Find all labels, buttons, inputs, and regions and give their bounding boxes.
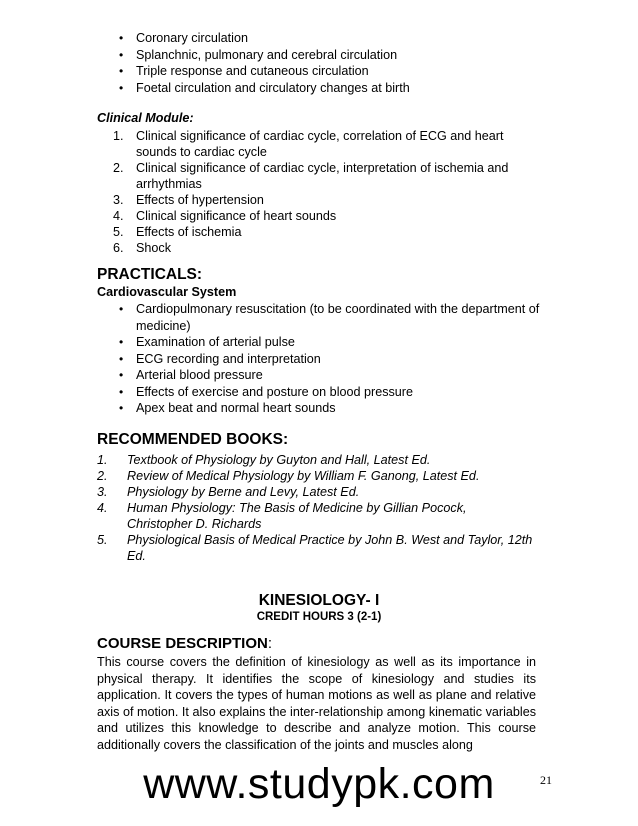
- list-item: • Triple response and cutaneous circulation: [119, 64, 369, 78]
- list-item: 3. Effects of hypertension: [113, 193, 264, 207]
- practicals-list: [0, 301, 581, 417]
- list-item: 4. Clinical significance of heart sounds: [113, 209, 337, 223]
- list-item: 4. Human Physiology: The Basis of Medicine by Gillian Pocock, Christopher D. Richards: [97, 501, 467, 531]
- practicals-subheading: Cardiovascular System: [97, 285, 237, 299]
- bullet-icon: •: [119, 64, 124, 78]
- list-item: 5. Physiological Basis of Medical Practice by John B. West and Taylor, 12th Ed.: [97, 533, 533, 563]
- bullet-icon: •: [119, 351, 124, 366]
- list-item: • Examination of arterial pulse: [119, 335, 295, 349]
- page-number: 21: [540, 773, 552, 787]
- watermark-text: www.studypk.com: [143, 760, 495, 808]
- bullet-icon: •: [119, 401, 124, 415]
- books-heading: RECOMMENDED BOOKS:: [97, 431, 289, 448]
- course-description: This course covers the definition of kinesiology as well as its importance in physical therapy. It identifies the scope of kinesiology and studies its application. It covers the types of human motions as well as plane and relative axis of motion. It also explains the inter-relationship among kinematic variables and utilizes this knowledge to describe and analyze motion. This course additionally covers the classification of the joints and muscles along: [97, 655, 536, 752]
- list-item: • Arterial blood pressure: [119, 368, 263, 382]
- course-description-heading: COURSE DESCRIPTION:: [97, 635, 273, 652]
- list-item: 1. Clinical significance of cardiac cycle, correlation of ECG and heart sounds to cardiac cycle: [113, 129, 504, 159]
- list-item: 6. Shock: [113, 241, 172, 255]
- bullet-icon: •: [119, 31, 124, 45]
- books-list: [0, 452, 547, 564]
- bullet-icon: •: [119, 335, 124, 349]
- credit-hours: CREDIT HOURS 3 (2-1): [256, 611, 382, 623]
- list-item: • Splanchnic, pulmonary and cerebral circulation: [119, 47, 398, 62]
- bullet-icon: •: [119, 47, 124, 62]
- list-item: • Coronary circulation: [119, 31, 248, 45]
- practicals-heading: PRACTICALS:: [97, 266, 203, 283]
- list-item: • Effects of exercise and posture on blood pressure: [119, 384, 413, 399]
- bullet-icon: •: [119, 80, 124, 95]
- clinical-module-list: [0, 128, 546, 256]
- bullet-icon: •: [119, 302, 124, 316]
- clinical-module-heading: Clinical Module:: [97, 111, 194, 125]
- list-item: • Cardiopulmonary resuscitation (to be coordinated with the department of medicine): [119, 302, 540, 333]
- list-item: • Foetal circulation and circulatory changes at birth: [119, 80, 410, 95]
- circulation-list: [0, 30, 410, 96]
- course-title: KINESIOLOGY- I: [258, 592, 380, 609]
- list-item: • Apex beat and normal heart sounds: [119, 401, 336, 415]
- bullet-icon: •: [119, 368, 124, 382]
- list-item: • ECG recording and interpretation: [119, 351, 321, 366]
- list-item: 3. Physiology by Berne and Levy, Latest Ed.: [97, 485, 360, 499]
- list-item: 1. Textbook of Physiology by Guyton and Hall, Latest Ed.: [97, 453, 431, 467]
- bullet-icon: •: [119, 384, 124, 399]
- list-item: 5. Effects of ischemia: [113, 225, 242, 239]
- list-item: 2. Clinical significance of cardiac cycle, interpretation of ischemia and arrhythmias: [113, 161, 509, 191]
- list-item: 2. Review of Medical Physiology by William F. Ganong, Latest Ed.: [97, 469, 480, 483]
